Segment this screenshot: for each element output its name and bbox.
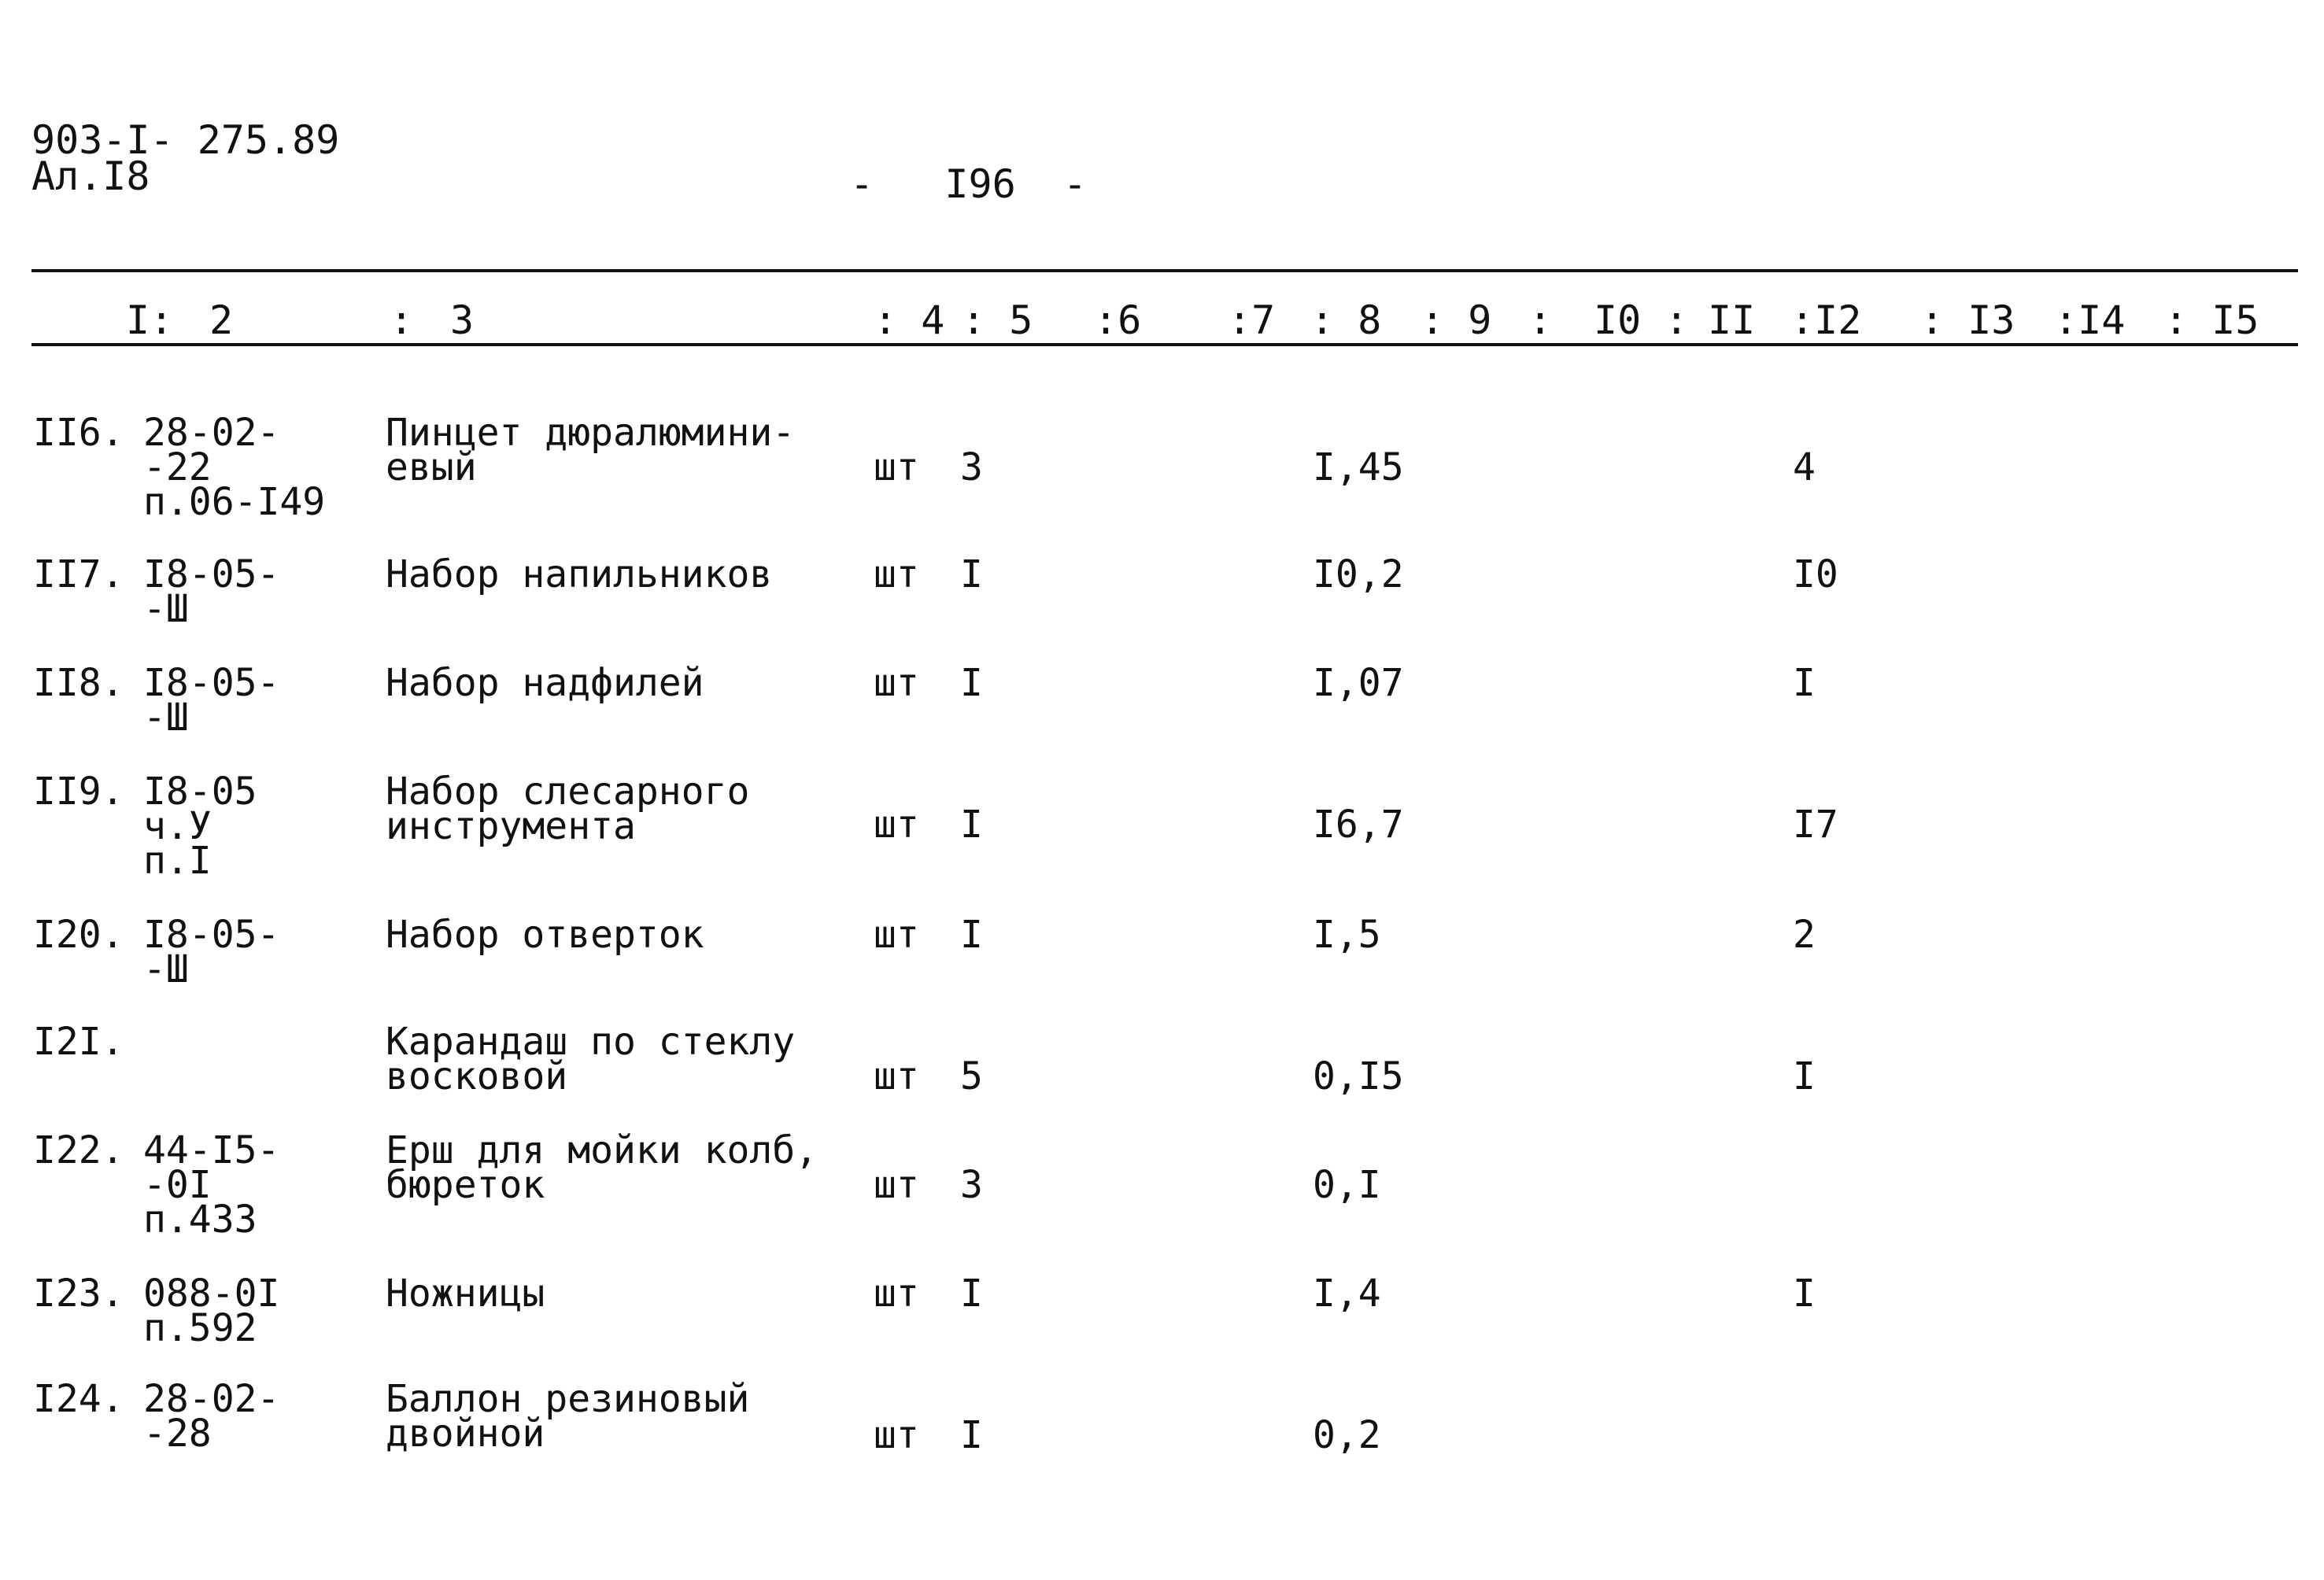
row-col12: I7 xyxy=(1793,803,1838,847)
row-number: II6. xyxy=(33,411,124,455)
row-quantity: I xyxy=(960,913,983,957)
row-quantity: I xyxy=(960,1272,983,1316)
row-name: Пинцет дюралюмини- евый xyxy=(386,411,796,489)
row-name: Ерш для мойки колб, бюреток xyxy=(386,1128,818,1207)
row-unit: шт xyxy=(874,913,919,957)
row-col12: I xyxy=(1793,661,1816,705)
row-col12: 4 xyxy=(1793,445,1816,489)
row-number: I23. xyxy=(33,1272,124,1316)
column-header: : xyxy=(1528,297,1553,343)
column-header: : 8 xyxy=(1310,297,1382,343)
row-code: 088-0I п.592 xyxy=(143,1272,280,1350)
document-code-line2: Ал.I8 xyxy=(31,153,150,199)
row-code: 44-I5- -0I п.433 xyxy=(143,1128,280,1242)
column-header: :7 xyxy=(1228,297,1276,343)
column-header: 2 xyxy=(209,297,234,343)
row-quantity: 3 xyxy=(960,1163,983,1207)
row-code: I8-05- -Ш xyxy=(143,552,280,631)
row-name: Баллон резиновый двойной xyxy=(386,1377,750,1456)
row-name: Набор напильников xyxy=(386,552,773,596)
row-unit: шт xyxy=(874,1054,919,1098)
column-header: :6 xyxy=(1094,297,1142,343)
row-quantity: I xyxy=(960,552,983,596)
row-price: I,5 xyxy=(1313,913,1381,957)
row-quantity: I xyxy=(960,803,983,847)
row-number: I22. xyxy=(33,1128,124,1172)
row-col12: I xyxy=(1793,1054,1816,1098)
document-code-line1: 903-I- 275.89 xyxy=(31,117,340,163)
row-code: 28-02- -22 п.06-I49 xyxy=(143,411,326,524)
row-code: I8-05- -Ш xyxy=(143,661,280,740)
page-number: - I96 - xyxy=(850,161,1088,207)
row-price: I,45 xyxy=(1313,445,1404,489)
row-col12: I0 xyxy=(1793,552,1838,596)
column-header: 3 xyxy=(450,297,475,343)
row-code: 28-02- -28 xyxy=(143,1377,280,1456)
row-number: II7. xyxy=(33,552,124,596)
row-col12: 2 xyxy=(1793,913,1816,957)
row-number: II9. xyxy=(33,770,124,814)
column-header: I0 : xyxy=(1594,297,1689,343)
row-col12: I xyxy=(1793,1272,1816,1316)
row-unit: шт xyxy=(874,552,919,596)
row-code: I8-05- -Ш xyxy=(143,913,280,991)
column-header: :I2 xyxy=(1790,297,1862,343)
row-price: I0,2 xyxy=(1313,552,1404,596)
column-header: : 5 xyxy=(962,297,1033,343)
row-price: I,07 xyxy=(1313,661,1404,705)
row-name: Набор слесарного инструмента xyxy=(386,770,750,848)
row-quantity: 5 xyxy=(960,1054,983,1098)
row-price: I,4 xyxy=(1313,1272,1381,1316)
column-header: I: xyxy=(126,297,174,343)
row-code: I8-05 ч.У п.I xyxy=(143,770,257,883)
row-unit: шт xyxy=(874,1163,919,1207)
column-header: II xyxy=(1708,297,1756,343)
row-price: I6,7 xyxy=(1313,803,1404,847)
column-header: : I5 xyxy=(2164,297,2259,343)
row-price: 0,I5 xyxy=(1313,1054,1404,1098)
row-number: II8. xyxy=(33,661,124,705)
column-header: : 4 xyxy=(874,297,945,343)
row-unit: шт xyxy=(874,1272,919,1316)
row-name: Набор отверток xyxy=(386,913,704,957)
row-quantity: I xyxy=(960,1413,983,1457)
column-header: :I4 xyxy=(2054,297,2126,343)
row-number: I20. xyxy=(33,913,124,957)
row-quantity: 3 xyxy=(960,445,983,489)
row-name: Набор надфилей xyxy=(386,661,704,705)
row-unit: шт xyxy=(874,1413,919,1457)
column-header: : xyxy=(390,297,414,343)
row-price: 0,I xyxy=(1313,1163,1381,1207)
row-quantity: I xyxy=(960,661,983,705)
row-number: I2I. xyxy=(33,1020,124,1064)
row-price: 0,2 xyxy=(1313,1413,1381,1457)
row-unit: шт xyxy=(874,661,919,705)
row-name: Карандаш по стеклу восковой xyxy=(386,1020,796,1098)
column-header: : 9 xyxy=(1421,297,1492,343)
row-number: I24. xyxy=(33,1377,124,1421)
row-unit: шт xyxy=(874,803,919,847)
row-unit: шт xyxy=(874,445,919,489)
column-header: : I3 xyxy=(1920,297,2015,343)
row-name: Ножницы xyxy=(386,1272,545,1316)
